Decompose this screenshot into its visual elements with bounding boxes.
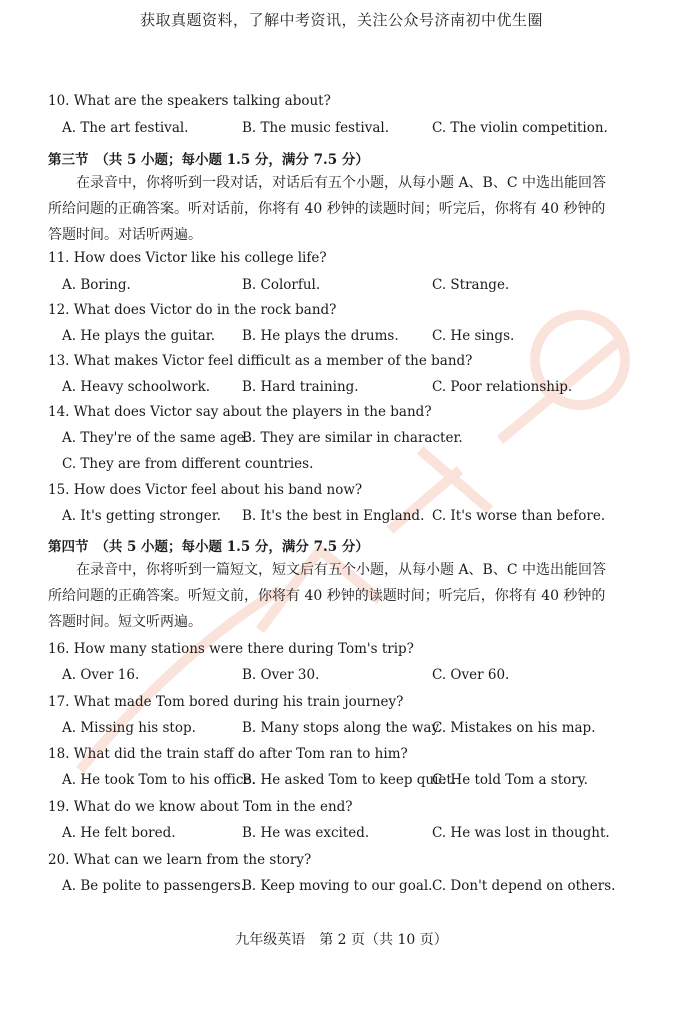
section-4-instructions bbox=[48, 557, 618, 635]
q15-option-c: C. It's worse than before. bbox=[432, 508, 606, 524]
question-14: 14. What does Victor say about the players in the band? bbox=[48, 404, 432, 420]
question-19: 19. What do we know about Tom in the end? bbox=[48, 799, 353, 815]
q11-option-c: C. Strange. bbox=[432, 277, 510, 293]
section-3-heading: 第三节 （共 5 小题；每小题 1.5 分，满分 7.5 分） bbox=[48, 152, 369, 168]
question-18: 18. What did the train staff do after Tom ran to him? bbox=[48, 746, 408, 762]
question-12: 12. What does Victor do in the rock band? bbox=[48, 302, 337, 318]
q14-option-b: B. They are similar in character. bbox=[242, 430, 463, 446]
top-banner: 获取真题资料，了解中考资讯，关注公众号济南初中优生圈 bbox=[139, 11, 543, 29]
section-3-instructions-text: 在录音中，你将听到一段对话，对话后有五个小题，从每小题 A、B、C 中选出能回答所给问题的正确答案。听对话前，你将有 40 秒钟的读题时间；听完后，你将有 40 秒钟的答题时间。对话听两遍。 bbox=[48, 175, 607, 243]
q13-option-c: C. Poor relationship. bbox=[432, 379, 573, 395]
q17-option-b: B. Many stops along the way. bbox=[242, 720, 442, 736]
question-17: 17. What made Tom bored during his train journey? bbox=[48, 694, 404, 710]
question-20: 20. What can we learn from the story? bbox=[48, 852, 312, 868]
q19-option-c: C. He was lost in thought. bbox=[432, 825, 610, 841]
q17-option-a: A. Missing his stop. bbox=[62, 720, 196, 736]
q12-option-c: C. He sings. bbox=[432, 328, 515, 344]
page-footer: 九年级英语 第 2 页（共 10 页） bbox=[235, 932, 448, 948]
q20-option-c: C. Don't depend on others. bbox=[432, 878, 616, 894]
q19-option-b: B. He was excited. bbox=[242, 825, 370, 841]
question-13: 13. What makes Victor feel difficult as a member of the band? bbox=[48, 353, 473, 369]
q18-option-a: A. He took Tom to his office. bbox=[62, 772, 256, 788]
question-11: 11. How does Victor like his college life? bbox=[48, 250, 327, 266]
q16-option-b: B. Over 30. bbox=[242, 667, 320, 683]
section-3-instructions bbox=[48, 170, 618, 248]
section-4-instructions-text: 在录音中，你将听到一篇短文，短文后有五个小题，从每小题 A、B、C 中选出能回答所给问题的正确答案。听短文前，你将有 40 秒钟的读题时间；听完后，你将有 40 秒钟的答题时间。短文听两遍。 bbox=[48, 562, 607, 630]
q10-option-c: C. The violin competition. bbox=[432, 120, 608, 136]
q16-option-c: C. Over 60. bbox=[432, 667, 510, 683]
q13-option-a: A. Heavy schoolwork. bbox=[62, 379, 211, 395]
q20-option-b: B. Keep moving to our goal. bbox=[242, 878, 433, 894]
q12-option-b: B. He plays the drums. bbox=[242, 328, 399, 344]
q16-option-a: A. Over 16. bbox=[62, 667, 140, 683]
question-16: 16. How many stations were there during Tom's trip? bbox=[48, 641, 414, 657]
q19-option-a: A. He felt bored. bbox=[62, 825, 176, 841]
q11-option-a: A. Boring. bbox=[62, 277, 131, 293]
q10-option-a: A. The art festival. bbox=[62, 120, 189, 136]
q17-option-c: C. Mistakes on his map. bbox=[432, 720, 596, 736]
q11-option-b: B. Colorful. bbox=[242, 277, 321, 293]
section-4-heading: 第四节 （共 5 小题；每小题 1.5 分，满分 7.5 分） bbox=[48, 539, 369, 555]
q15-option-a: A. It's getting stronger. bbox=[62, 508, 221, 524]
q15-option-b: B. It's the best in England. bbox=[242, 508, 425, 524]
q20-option-a: A. Be polite to passengers. bbox=[62, 878, 246, 894]
q14-option-a: A. They're of the same age. bbox=[62, 430, 249, 446]
q13-option-b: B. Hard training. bbox=[242, 379, 359, 395]
q18-option-b: B. He asked Tom to keep quiet. bbox=[242, 772, 457, 788]
question-15: 15. How does Victor feel about his band now? bbox=[48, 482, 363, 498]
q18-option-c: C. He told Tom a story. bbox=[432, 772, 588, 788]
q12-option-a: A. He plays the guitar. bbox=[62, 328, 216, 344]
q10-option-b: B. The music festival. bbox=[242, 120, 390, 136]
question-10: 10. What are the speakers talking about? bbox=[48, 93, 331, 109]
q14-option-c: C. They are from different countries. bbox=[62, 456, 314, 472]
